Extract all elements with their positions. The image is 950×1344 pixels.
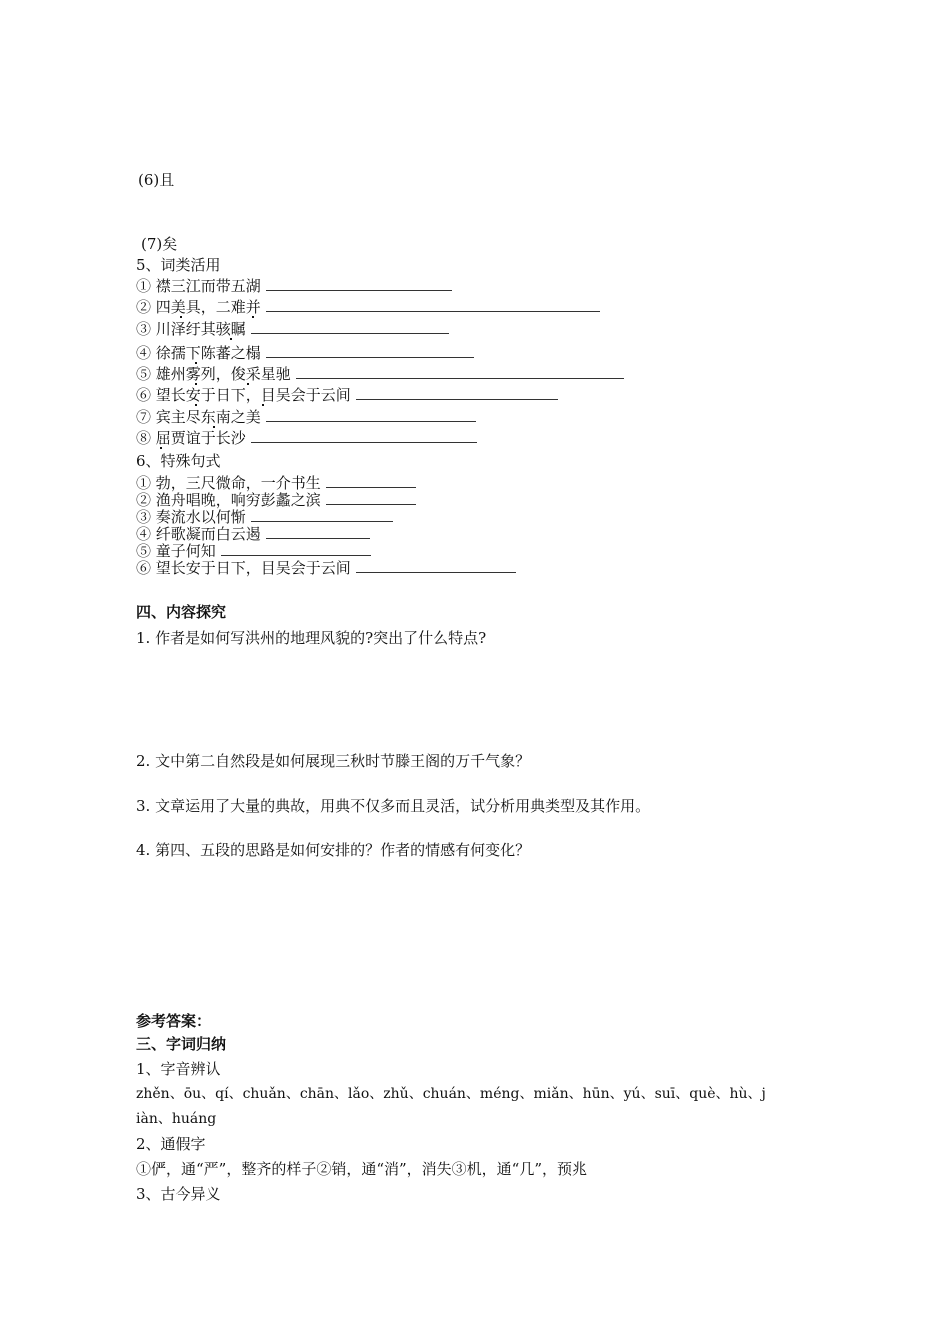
answer-blank[interactable]: [326, 474, 416, 488]
s5-num: ①: [136, 277, 152, 295]
answer-blank[interactable]: [326, 491, 416, 505]
s6-item-5: [136, 542, 371, 560]
answers-subheading: 三、字词归纳: [136, 1035, 227, 1053]
s6-item-6: [136, 559, 516, 577]
s5-item-4: [136, 344, 474, 362]
q6-label: (6)且: [138, 171, 175, 189]
answers-1-line-2: iàn、huáng: [136, 1111, 217, 1127]
s5-num: ⑤: [136, 365, 152, 383]
answers-2-heading: 2、通假字: [136, 1135, 206, 1153]
answer-blank[interactable]: [266, 408, 476, 422]
s5-text: 屈贾谊于长沙: [155, 429, 246, 447]
answer-blank[interactable]: [221, 542, 371, 556]
s5-num: ⑦: [136, 408, 152, 426]
s5-heading: 5、词类活用: [136, 256, 221, 274]
part4-question-4: 4. 第四、五段的思路是如何安排的？作者的情感有何变化？: [136, 841, 531, 859]
answers-1-heading: 1、字音辨认: [136, 1060, 221, 1078]
s5-num: ②: [136, 298, 152, 316]
answer-blank[interactable]: [251, 429, 477, 443]
answers-heading: 参考答案：: [136, 1012, 212, 1030]
s6-num: ①: [136, 474, 152, 492]
answers-1-line-1: zhěn、ōu、qí、chuǎn、chān、lǎo、zhǔ、chuán、méng、miǎn、hūn、yú、suī、què、hù、j: [136, 1086, 766, 1102]
answer-blank[interactable]: [251, 508, 393, 522]
s5-text: 四美具，二难并: [155, 298, 261, 316]
s5-item-3: [136, 320, 449, 338]
s6-text: 童子何知: [155, 542, 216, 560]
answer-blank[interactable]: [266, 298, 600, 312]
s5-num: ④: [136, 344, 152, 362]
s6-text: 奏流水以何惭: [155, 508, 246, 526]
s5-text: 望长安于日下，目吴会于云间: [155, 386, 351, 404]
s5-text: 徐孺下陈蕃之榻: [155, 344, 261, 362]
s6-heading: 6、特殊句式: [136, 452, 221, 470]
s6-item-1: [136, 474, 416, 492]
answer-blank[interactable]: [251, 320, 449, 334]
s5-text: 雄州雾列，俊采星驰: [155, 365, 291, 383]
part4-heading: 四、内容探究: [136, 603, 227, 621]
part4-question-3: 3. 文章运用了大量的典故，用典不仅多而且灵活，试分析用典类型及其作用。: [136, 797, 651, 815]
answer-blank[interactable]: [266, 525, 370, 539]
s5-item-1: [136, 277, 452, 295]
answer-blank[interactable]: [356, 386, 558, 400]
s6-num: ⑤: [136, 542, 152, 560]
answers-3-heading: 3、古今异义: [136, 1185, 221, 1203]
s6-item-3: [136, 508, 393, 526]
part4-question-1: 1. 作者是如何写洪州的地理风貌的?突出了什么特点?: [136, 629, 487, 647]
s6-text: 纤歌凝而白云遏: [155, 525, 261, 543]
s5-text: 宾主尽东南之美: [155, 408, 261, 426]
s6-item-4: [136, 525, 370, 543]
answer-blank[interactable]: [296, 365, 624, 379]
s5-item-7: [136, 408, 476, 426]
s5-num: ⑥: [136, 386, 152, 404]
s6-text: 勃，三尺微命，一介书生: [155, 474, 321, 492]
s6-num: ④: [136, 525, 152, 543]
s5-text: 川泽纡其骇瞩: [155, 320, 246, 338]
answer-blank[interactable]: [266, 277, 452, 291]
s6-text: 渔舟唱晚，响穷彭蠡之滨: [155, 491, 321, 509]
s6-num: ⑥: [136, 559, 152, 577]
answers-2-text: ①俨，通“严”，整齐的样子②销，通“消”，消失③机，通“几”，预兆: [136, 1160, 588, 1178]
s5-item-5: [136, 365, 624, 383]
s6-num: ③: [136, 508, 152, 526]
answer-blank[interactable]: [356, 559, 516, 573]
s5-item-6: [136, 386, 558, 404]
s5-num: ⑧: [136, 429, 152, 447]
s5-num: ③: [136, 320, 152, 338]
s5-item-2: [136, 298, 600, 316]
part4-question-2: 2. 文中第二自然段是如何展现三秋时节滕王阁的万千气象？: [136, 752, 531, 770]
q7-label: (7)矣: [141, 235, 178, 253]
s5-item-8: [136, 429, 477, 447]
s6-item-2: [136, 491, 416, 509]
s5-text: 襟三江而带五湖: [155, 277, 261, 295]
answer-blank[interactable]: [266, 344, 474, 358]
s6-text: 望长安于日下，目吴会于云间: [155, 559, 351, 577]
s6-num: ②: [136, 491, 152, 509]
